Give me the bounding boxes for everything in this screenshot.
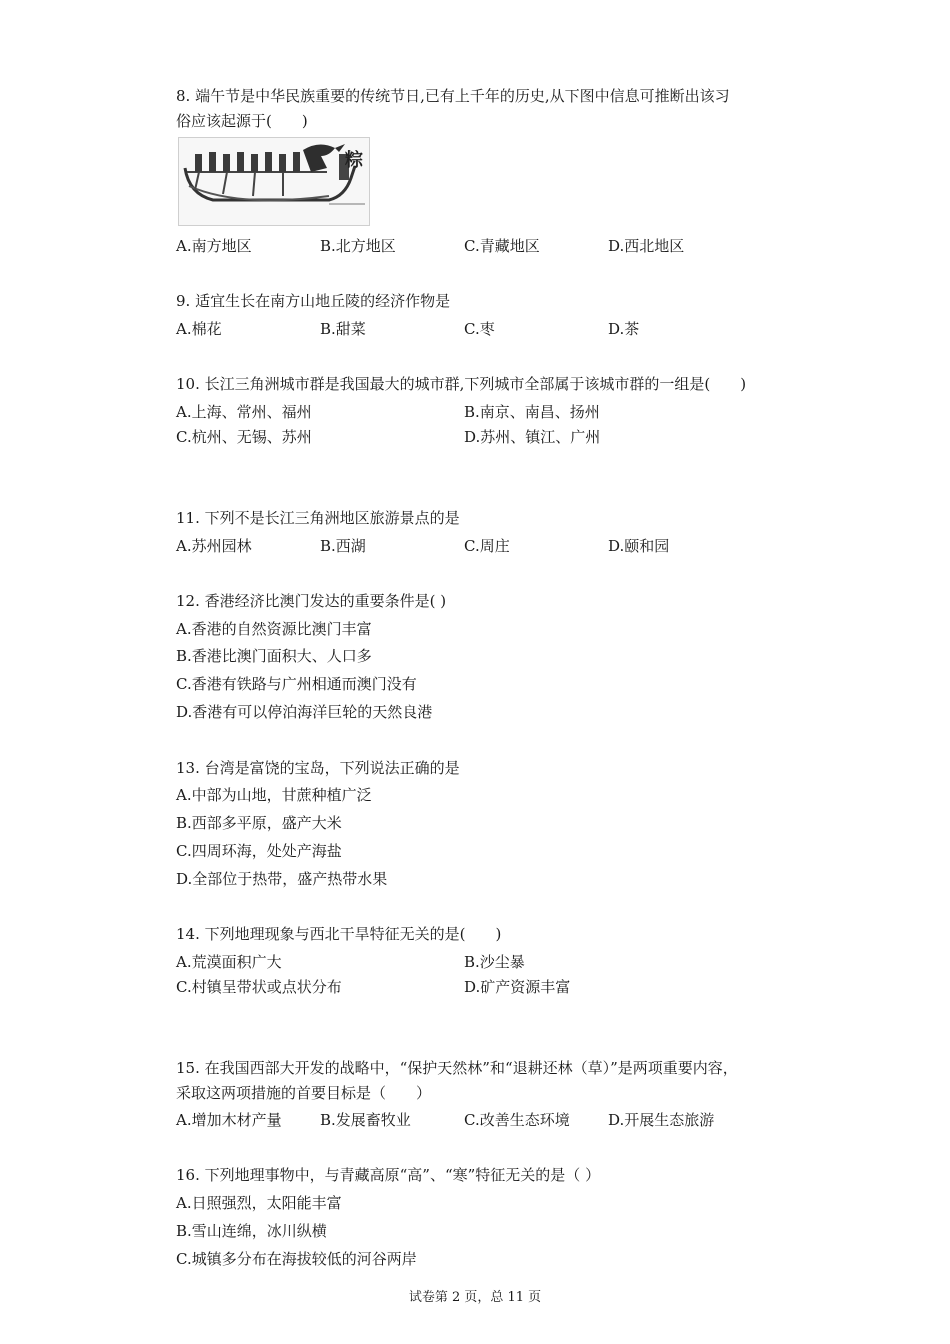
q11-option-d: D.颐和园: [608, 537, 670, 555]
q10-option-b: B.南京、南昌、扬州: [464, 403, 600, 421]
q8-option-a: A.南方地区: [176, 237, 252, 255]
dragon-boat-figure: [178, 137, 370, 226]
q14-stem: 14. 下列地理现象与西北干旱特征无关的是( ): [176, 925, 502, 943]
q10-option-a: A.上海、常州、福州: [176, 403, 312, 421]
q13-option-c: C.四周环海，处处产海盐: [176, 842, 342, 860]
q13-option-b: B.西部多平原，盛产大米: [176, 814, 342, 832]
q16-option-c: C.城镇多分布在海拔较低的河谷两岸: [176, 1250, 417, 1268]
q16-option-b: B.雪山连绵，冰川纵横: [176, 1222, 327, 1240]
q15-option-c: C.改善生态环境: [464, 1111, 570, 1129]
q10-option-d: D.苏州、镇江、广州: [464, 428, 601, 446]
q16-option-a: A.日照强烈，太阳能丰富: [176, 1194, 342, 1212]
q8-option-b: B.北方地区: [320, 237, 396, 255]
q15-option-b: B.发展畜牧业: [320, 1111, 411, 1129]
q12-option-b: B.香港比澳门面积大、人口多: [176, 647, 372, 665]
q8-stem-line1: 8. 端午节是中华民族重要的传统节日,已有上千年的历史,从下图中信息可推断出该习: [176, 87, 730, 105]
q11-option-a: A.苏州园林: [176, 537, 252, 555]
q14-option-a: A.荒漠面积广大: [176, 953, 282, 971]
q13-stem: 13. 台湾是富饶的宝岛，下列说法正确的是: [176, 759, 460, 777]
q13-option-a: A.中部为山地，甘蔗种植广泛: [176, 786, 372, 804]
q14-option-d: D.矿产资源丰富: [464, 978, 571, 996]
q9-option-d: D.茶: [608, 320, 640, 338]
q15-stem-line1: 15. 在我国西部大开发的战略中，“保护天然林”和“退耕还林（草）”是两项重要内容，: [176, 1059, 738, 1077]
q16-stem: 16. 下列地理事物中，与青藏高原“高”、“寒”特征无关的是（ ）: [176, 1166, 601, 1184]
q11-option-c: C.周庄: [464, 537, 510, 555]
q10-stem: 10. 长江三角洲城市群是我国最大的城市群,下列城市全部属于该城市群的一组是( ): [176, 375, 747, 393]
q12-option-d: D.香港有可以停泊海洋巨轮的天然良港: [176, 703, 433, 721]
q9-option-b: B.甜菜: [320, 320, 366, 338]
q8-stem-line2: 俗应该起源于( ): [176, 112, 308, 130]
page-footer: 试卷第 2 页，总 11 页: [408, 1290, 542, 1305]
q9-stem: 9. 适宜生长在南方山地丘陵的经济作物是: [176, 292, 451, 310]
q15-stem-line2: 采取这两项措施的首要目标是（ ）: [176, 1084, 432, 1102]
q13-option-d: D.全部位于热带，盛产热带水果: [176, 870, 388, 888]
q8-option-d: D.西北地区: [608, 237, 685, 255]
q12-stem: 12. 香港经济比澳门发达的重要条件是( ): [176, 592, 447, 610]
q14-option-b: B.沙尘暴: [464, 953, 525, 971]
q11-option-b: B.西湖: [320, 537, 366, 555]
dragon-boat-illustration: [179, 138, 369, 225]
q12-option-a: A.香港的自然资源比澳门丰富: [176, 620, 372, 638]
q8-option-c: C.青藏地区: [464, 237, 540, 255]
q11-stem: 11. 下列不是长江三角洲地区旅游景点的是: [176, 509, 460, 527]
q10-option-c: C.杭州、无锡、苏州: [176, 428, 312, 446]
q14-option-c: C.村镇呈带状或点状分布: [176, 978, 342, 996]
zongzi-character: 粽: [345, 150, 363, 171]
q15-option-a: A.增加木材产量: [176, 1111, 282, 1129]
q15-option-d: D.开展生态旅游: [608, 1111, 715, 1129]
q9-option-c: C.枣: [464, 320, 495, 338]
q9-option-a: A.棉花: [176, 320, 222, 338]
q12-option-c: C.香港有铁路与广州相通而澳门没有: [176, 675, 417, 693]
